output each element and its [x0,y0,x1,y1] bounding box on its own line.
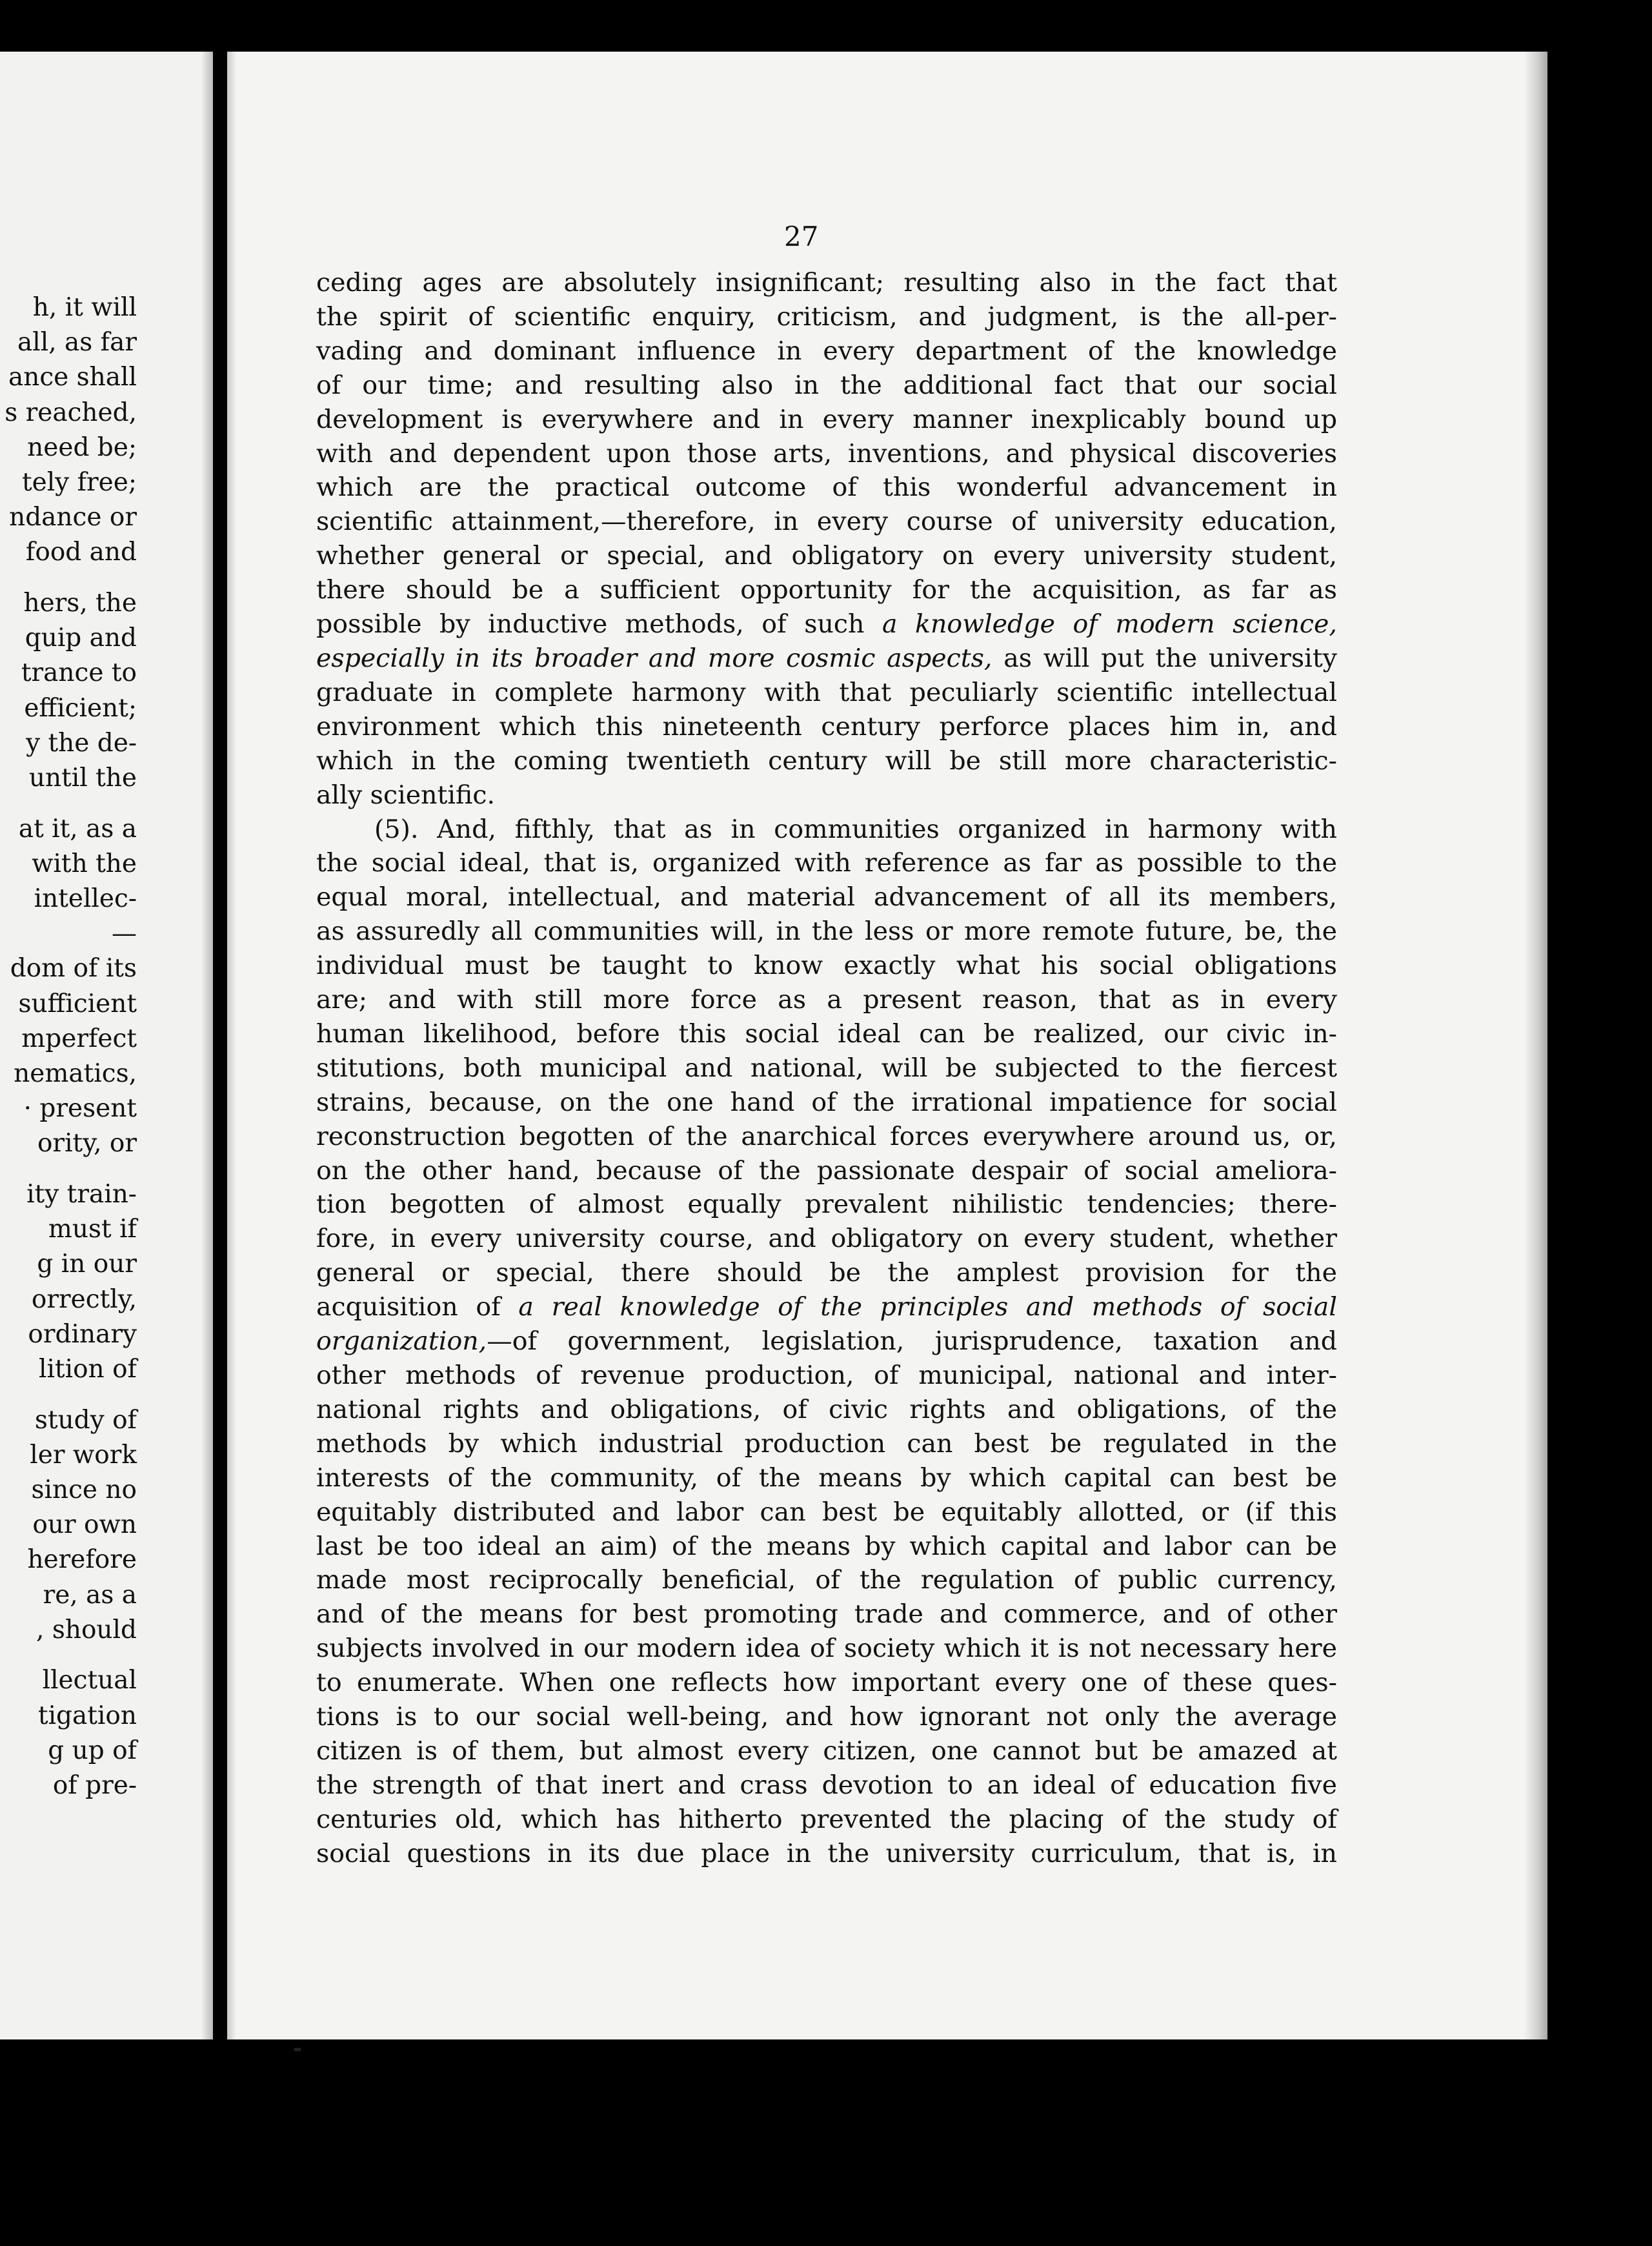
text-line: made most reciprocally beneficial, of the regulation of public currency, [316,1565,1337,1595]
text-line: equitably distributed and labor can best be equitably allotted, or (if this [316,1497,1337,1527]
text-line: organization,—of government, legislation, jurisprudence, taxation and [316,1326,1337,1357]
left-page-line: need be; [27,432,137,462]
left-page-line: g in our [37,1249,137,1279]
emphasized-phrase: especially in its broader and more cosmic aspects, [316,643,992,673]
left-page-line: h, it will [32,293,137,322]
text-line: reconstruction begotten of the anarchical forces everywhere around us, or, [316,1121,1337,1151]
stray-ink-mark [294,2048,301,2051]
left-page-line: sufficient [18,989,137,1018]
text-line: equal moral, intellectual, and material advancement of all its members, [316,882,1337,913]
text-line: stitutions, both municipal and national, will be subjected to the fiercest [316,1053,1337,1083]
text-line: and of the means for best promoting trade and commerce, and of other [316,1599,1337,1630]
left-page-line: ity train- [26,1179,137,1209]
text-line: other methods of revenue production, of municipal, national and inter- [316,1361,1337,1390]
text-line: ceding ages are absolutely insignificant; resulting also in the fact that [316,268,1337,298]
text-line: which are the practical outcome of this wonderful advancement in [316,472,1337,503]
text-line: possible by inductive methods, of such a knowledge of modern science, [316,609,1337,640]
left-page-line: efficient; [24,693,137,723]
left-page-line: llectual [42,1666,137,1695]
text-line: the spirit of scientific enquiry, criticism, and judgment, is the all-per- [316,301,1337,332]
left-page-line: ance shall [8,363,137,392]
text-line: as assuredly all communities will, in the less or more remote future, be, the [316,916,1337,947]
left-page-line: of pre- [52,1770,137,1800]
text-line: tion begotten of almost equally prevalent nihilistic tendencies; there- [316,1189,1337,1220]
text-line: interests of the community, of the means by which capital can best be [316,1462,1337,1493]
left-page-line: trance to [21,658,137,688]
text-line: citizen is of them, but almost every citizen, one cannot but be amazed at [316,1735,1337,1766]
emphasized-phrase: organization, [316,1326,487,1357]
left-page-line: quip and [25,623,137,653]
text-line: general or special, there should be the amplest provision for the [316,1258,1337,1288]
left-page-line: lition of [38,1354,137,1384]
left-page-line: food and [25,538,137,567]
text-line: ally scientific. [316,780,496,810]
text-line: centuries old, which has hitherto prevented the placing of the study of [316,1804,1337,1834]
left-page-line: with the [32,849,137,878]
text-line: strains, because, on the one hand of the irrational impatience for social [316,1087,1337,1117]
text-line: graduate in complete harmony with that peculiarly scientific intellectual [316,677,1337,707]
text-line: national rights and obligations, of civic rights and obligations, of the [316,1394,1337,1424]
text-line: individual must be taught to know exactly what his social obligations [316,951,1337,981]
text-line: last be too ideal an aim) of the means by which capital and labor can be [316,1531,1337,1561]
text-line: acquisition of a real knowledge of the principles and methods of social [316,1292,1337,1322]
left-page-line: tigation [37,1701,137,1730]
left-page-line: ndance or [9,503,137,532]
text-line: whether general or special, and obligatory on every university student, [316,541,1337,571]
left-page-line: dom of its [10,954,137,984]
left-page-line: re, as a [43,1580,137,1610]
left-page-line: herefore [27,1545,137,1575]
left-page-line: must if [48,1215,137,1244]
left-page-line: our own [32,1510,137,1540]
left-page-line: s reached, [5,398,137,427]
text-line: which in the coming twentieth century will be still more characteristic- [316,745,1337,776]
text-line: vading and dominant influence in every department of the knowledge [316,336,1337,366]
right-page-gutter-shadow [227,52,236,2039]
left-page-line: orrectly, [31,1284,137,1314]
left-page-fragment [0,52,213,2039]
text-line: subjects involved in our modern idea of society which it is not necessary here [316,1634,1337,1664]
left-page-line: , should [36,1615,137,1644]
left-page-line: tely free; [21,468,137,497]
page-number: 27 [784,221,819,252]
left-page-line: all, as far [17,328,137,358]
text-line: with and dependent upon those arts, inventions, and physical discoveries [316,438,1337,469]
emphasized-phrase: a real knowledge of the principles and methods of social [518,1292,1337,1322]
left-page-line: ority, or [37,1129,137,1158]
emphasized-phrase: a knowledge of modern science, [881,609,1337,640]
text-line: on the other hand, because of the passionate despair of social ameliora- [316,1155,1337,1186]
text-line: tions is to our social well-being, and how ignorant not only the average [316,1702,1337,1732]
left-page-line: ler work [30,1440,137,1470]
left-page-line: · present [23,1094,137,1124]
text-line: (5). And, fifthly, that as in communities organized in harmony with [374,814,1337,844]
body-text [316,266,1337,1871]
left-page-gutter-shadow [201,52,213,2039]
text-line: fore, in every university course, and obligatory on every student, whether [316,1224,1337,1254]
text-line: methods by which industrial production can best be regulated in the [316,1428,1337,1459]
left-page-line: hers, the [23,588,137,618]
text-line: human likelihood, before this social ideal can be realized, our civic in- [316,1018,1337,1049]
text-line: especially in its broader and more cosmic aspects, as will put the university [316,643,1338,673]
text-line: to enumerate. When one reflects how important every one of these ques- [316,1668,1337,1698]
text-line: the strength of that inert and crass devotion to an ideal of education five [316,1770,1337,1800]
text-line: the social ideal, that is, organized with reference as far as possible to the [316,848,1337,878]
left-page-line: since no [31,1475,137,1504]
text-line: are; and with still more force as a present reason, that as in every [316,985,1337,1015]
left-page-line: study of [34,1405,137,1435]
left-page-line: at it, as a [18,814,137,844]
text-line: environment which this nineteenth century perforce places him in, and [316,711,1337,742]
left-page-line: ordinary [28,1319,137,1349]
text-line: there should be a sufficient opportunity for the acquisition, as far as [316,575,1337,605]
text-line: development is everywhere and in every manner inexplicably bound up [316,404,1337,434]
left-page-line: nematics, [14,1058,137,1088]
left-page-line: g up of [48,1735,137,1765]
text-line: social questions in its due place in the university curriculum, that is, in [316,1838,1337,1868]
left-page-line: mperfect [21,1024,137,1053]
left-page-line: until the [28,763,137,793]
left-page-line: y the de- [26,728,137,758]
right-page-edge-shadow [1524,52,1547,2039]
left-page-line: — [112,919,137,949]
right-page [227,52,1547,2039]
left-page-line: intellec- [34,884,137,913]
text-line: of our time; and resulting also in the additional fact that our social [316,370,1337,400]
text-line: scientific attainment,—therefore, in every course of university education, [316,507,1337,537]
